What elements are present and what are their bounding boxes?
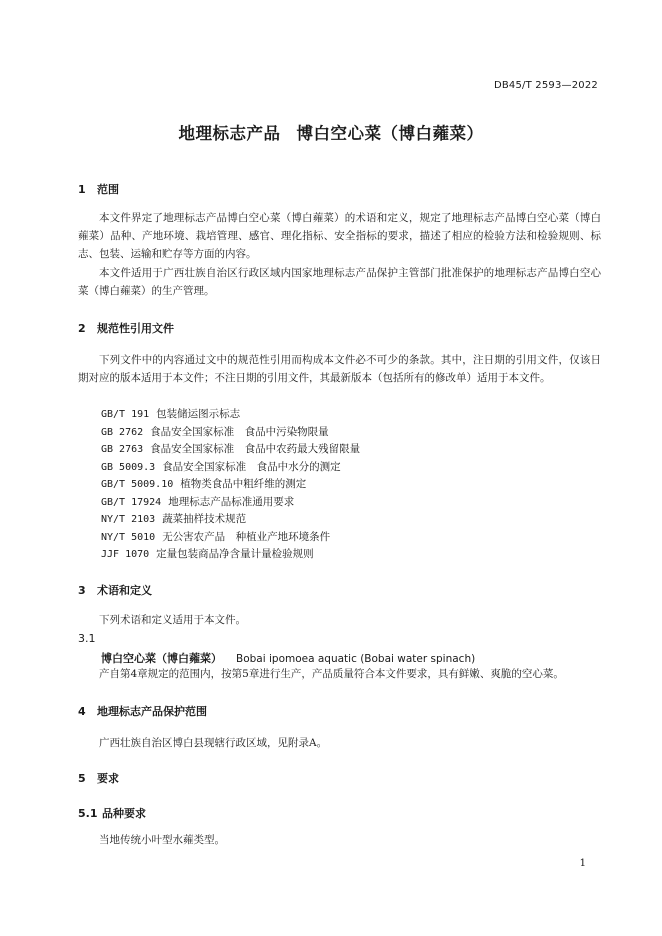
reference-name: 食品安全国家标准 食品中污染物限量: [150, 426, 329, 438]
section-1-paragraph-2: 本文件适用于广西壮族自治区行政区域内国家地理标志产品保护主管部门批准保护的地理标志产品博白空心菜（博白蕹菜）的生产管理。: [78, 267, 601, 297]
reference-code: NY/T 2103: [101, 514, 156, 525]
reference-item: [101, 546, 314, 561]
reference-item: [101, 494, 294, 509]
reference-code: GB/T 191: [101, 409, 150, 420]
section-number: 3: [78, 584, 86, 597]
reference-name: 植物类食品中粗纤维的测定: [180, 478, 307, 490]
reference-code: GB 5009.3: [101, 462, 156, 473]
section-3-paragraph-1: 下列术语和定义适用于本文件。: [99, 614, 246, 626]
document-code: DB45/T 2593—2022: [493, 80, 598, 91]
section-title: 要求: [97, 772, 119, 785]
subsection-number: 5.1: [78, 807, 98, 820]
section-number: 5: [78, 772, 86, 785]
reference-item: [101, 441, 360, 456]
reference-code: JJF 1070: [101, 549, 150, 560]
reference-item: [101, 406, 240, 421]
reference-code: NY/T 5010: [101, 532, 156, 543]
page-number: 1: [579, 858, 586, 869]
reference-item: [101, 529, 330, 544]
title-main: 地理标志产品: [178, 124, 281, 143]
page-title: [0, 120, 662, 144]
subsection-5-1-heading: [78, 805, 146, 821]
section-title: 术语和定义: [97, 584, 152, 597]
section-5-1-paragraph: 当地传统小叶型水蕹类型。: [99, 834, 225, 846]
reference-name: 蔬菜抽样技术规范: [162, 513, 247, 525]
reference-item: [101, 424, 329, 439]
section-title: 规范性引用文件: [97, 322, 174, 335]
reference-name: 无公害农产品 种植业产地环境条件: [162, 531, 331, 543]
reference-name: 定量包装商品净含量计量检验规则: [156, 548, 314, 560]
term-entry: [101, 650, 475, 666]
subsection-title: 品种要求: [102, 807, 146, 820]
section-5-heading: [78, 770, 119, 786]
reference-code: GB/T 5009.10: [101, 479, 174, 490]
title-sub: 博白空心菜（博白蕹菜）: [296, 124, 484, 143]
term-number: 3.1: [78, 632, 96, 645]
reference-name: 食品安全国家标准 食品中水分的测定: [162, 461, 341, 473]
term-definition: 产自第4章规定的范围内，按第5章进行生产，产品质量符合本文件要求，具有鲜嫩、爽脆的空心菜。: [99, 668, 564, 680]
reference-name: 地理标志产品标准通用要求: [168, 496, 295, 508]
reference-name: 食品安全国家标准 食品中农药最大残留限量: [150, 443, 361, 455]
section-3-heading: [78, 582, 152, 598]
reference-code: GB 2763: [101, 444, 144, 455]
section-4-heading: [78, 703, 207, 719]
reference-item: [101, 476, 306, 491]
reference-code: GB 2762: [101, 427, 144, 438]
section-2-heading: [78, 320, 174, 336]
reference-item: [101, 511, 246, 526]
section-number: 4: [78, 705, 86, 718]
term-english: Bobai ipomoea aquatic (Bobai water spinach): [236, 653, 476, 665]
section-title: 范围: [97, 183, 119, 196]
section-2-paragraph-1: 下列文件中的内容通过文中的规范性引用而构成本文件必不可少的条款。其中，注日期的引用文件，仅该日期对应的版本适用于本文件；不注日期的引用文件，其最新版本（包括所有的修改单）适用于本文件。: [78, 354, 601, 384]
section-1-heading: [78, 181, 119, 197]
section-number: 2: [78, 322, 86, 335]
section-4-paragraph-1: 广西壮族自治区博白县现辖行政区域，见附录A。: [99, 737, 328, 749]
reference-item: [101, 459, 341, 474]
section-title: 地理标志产品保护范围: [97, 705, 207, 718]
term-chinese: 博白空心菜（博白蕹菜）: [101, 652, 222, 665]
reference-name: 包装储运图示标志: [156, 408, 241, 420]
reference-code: GB/T 17924: [101, 497, 162, 508]
section-number: 1: [78, 183, 86, 196]
section-1-paragraph-1: 本文件界定了地理标志产品博白空心菜（博白蕹菜）的术语和定义，规定了地理标志产品博白空心菜（博白蕹菜）品种、产地环境、栽培管理、感官、理化指标、安全指标的要求，描述了相应的检验方法和检验规则、标志、包装、运输和贮存等方面的内容。: [78, 212, 601, 260]
